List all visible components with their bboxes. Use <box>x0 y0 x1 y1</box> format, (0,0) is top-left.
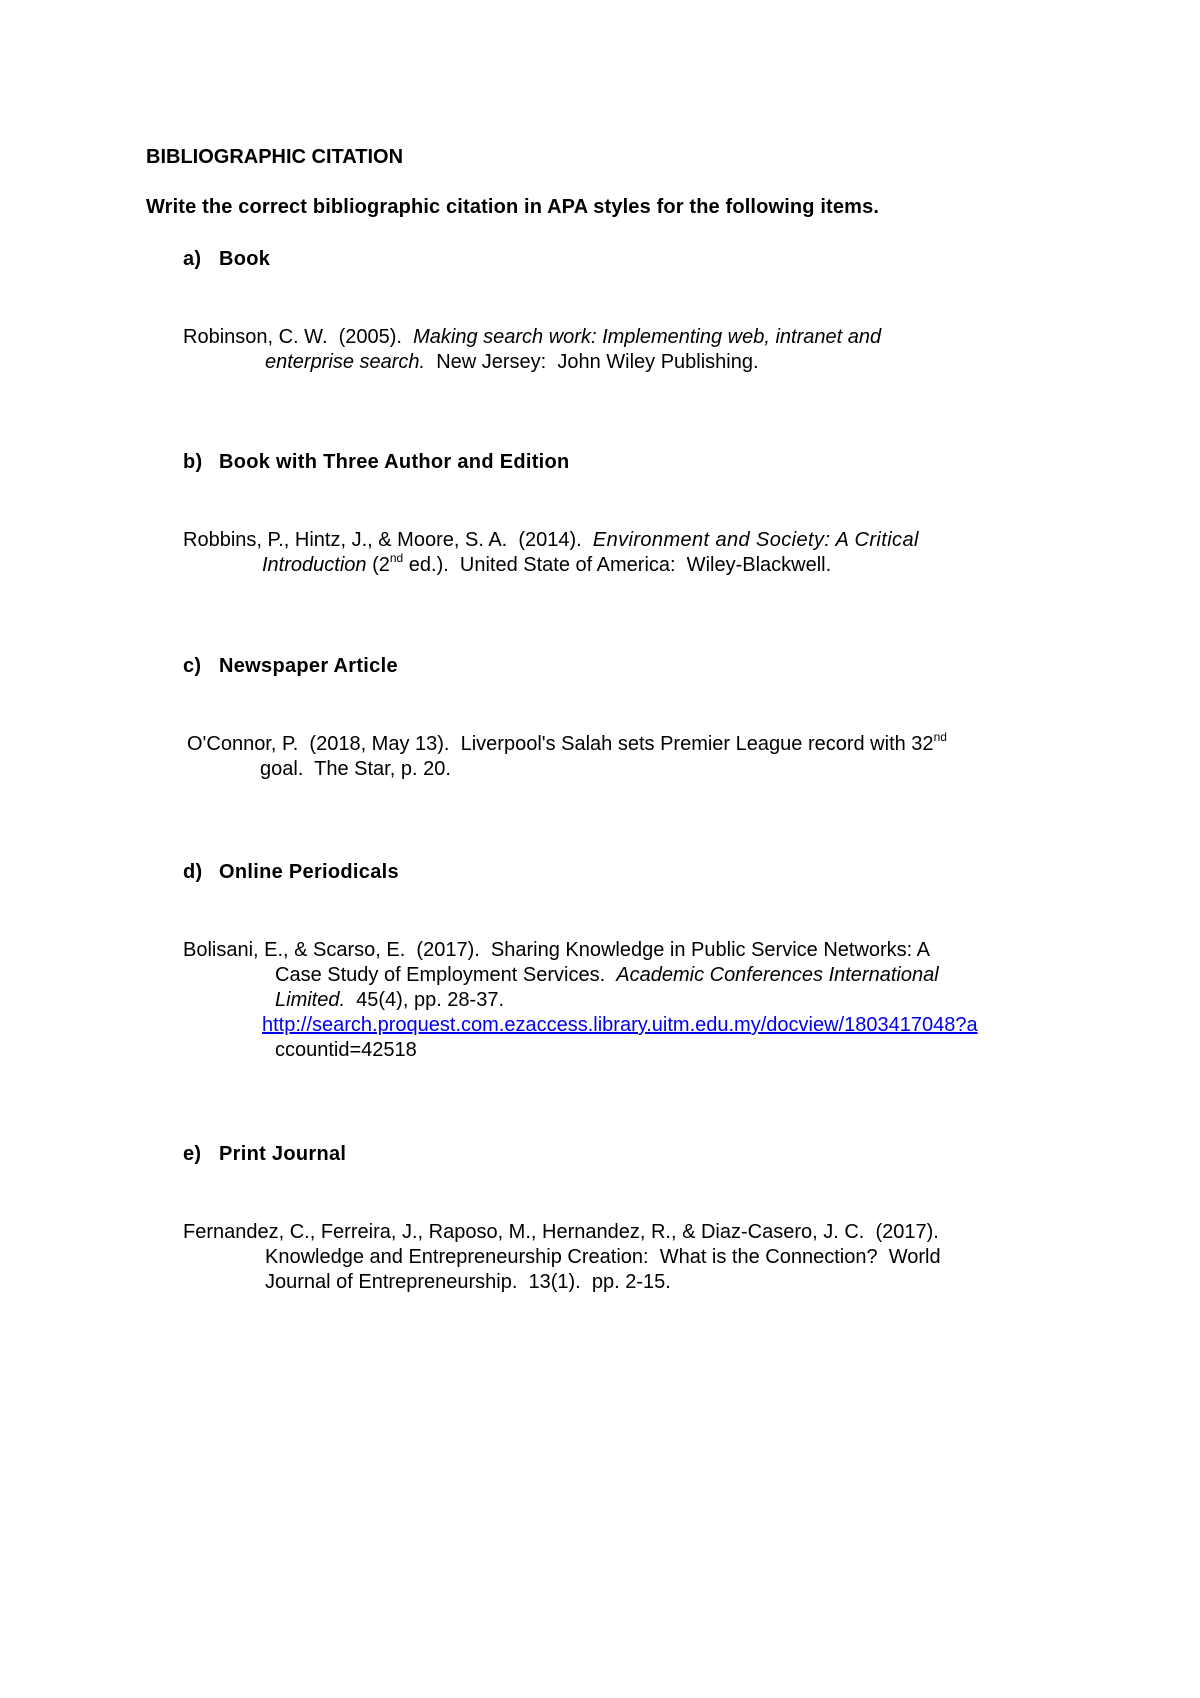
citation-newspaper-line-1 <box>187 732 947 757</box>
citation-title-italic: Limited. <box>275 989 346 1011</box>
citation-title-italic: Introduction <box>262 554 367 576</box>
citation-text: Knowledge and Entrepreneurship Creation: What is the Connection? World <box>265 1246 941 1268</box>
ordinal-suffix: nd <box>389 551 404 566</box>
citation-text: O'Connor, P. (2018, May 13). Liverpool's Salah sets Premier League record with 32 <box>187 733 934 755</box>
section-e-title: Print Journal <box>219 1143 347 1165</box>
citation-newspaper-line-2 <box>187 757 947 782</box>
citation-online-line-1 <box>183 938 978 963</box>
citation-text: (2 <box>366 554 390 576</box>
citation-book-edition-line-1 <box>183 528 919 553</box>
ordinal-suffix: nd <box>933 730 947 745</box>
citation-newspaper <box>187 732 947 782</box>
section-e-heading <box>183 1143 346 1166</box>
citation-text: Robbins, P., Hintz, J., & Moore, S. A. (2014). <box>183 529 593 551</box>
citation-text: goal. The Star, p. 20. <box>260 758 451 780</box>
citation-title-italic: Environment and Society: A Critical <box>592 529 919 551</box>
section-a-heading <box>183 248 270 271</box>
citation-text: ccountid=42518 <box>275 1039 417 1061</box>
section-c-title: Newspaper Article <box>219 655 398 677</box>
section-a-label: a) <box>183 248 202 270</box>
section-b-title: Book with Three Author and Edition <box>219 451 570 473</box>
citation-print-journal <box>183 1220 941 1295</box>
section-d-title: Online Periodicals <box>219 861 399 883</box>
citation-text: 45(4), pp. 28-37. <box>345 989 505 1011</box>
section-d-label: d) <box>183 861 203 883</box>
citation-text: New Jersey: John Wiley Publishing. <box>425 351 759 373</box>
citation-url-link[interactable]: http://search.proquest.com.ezaccess.library.uitm.edu.my/docview/1803417048?a <box>262 1014 978 1036</box>
section-d-heading <box>183 861 399 884</box>
citation-text: Fernandez, C., Ferreira, J., Raposo, M., Hernandez, R., & Diaz-Casero, J. C. (2017). <box>183 1221 939 1243</box>
page-title: BIBLIOGRAPHIC CITATION <box>146 146 404 168</box>
section-c-heading <box>183 655 398 678</box>
citation-online-line-3 <box>183 988 978 1013</box>
citation-title-italic: enterprise search. <box>265 351 426 373</box>
section-a-title: Book <box>219 248 271 270</box>
citation-title-italic: Academic Conferences International <box>616 964 939 986</box>
citation-online-line-2 <box>183 963 978 988</box>
citation-book-edition <box>183 528 919 578</box>
citation-text: Bolisani, E., & Scarso, E. (2017). Sharing Knowledge in Public Service Networks: A <box>183 939 931 961</box>
citation-title-italic: Making search work: Implementing web, intranet and <box>413 326 882 348</box>
section-e-label: e) <box>183 1143 202 1165</box>
section-b-heading <box>183 451 570 474</box>
citation-text: Robinson, C. W. (2005). <box>183 326 414 348</box>
citation-online-line-5 <box>183 1038 978 1063</box>
citation-journal-line-1 <box>183 1220 941 1245</box>
citation-journal-line-2 <box>183 1245 941 1270</box>
citation-online-line-4 <box>183 1013 978 1038</box>
citation-book <box>183 325 881 375</box>
citation-book-line-1 <box>183 325 881 350</box>
section-c-label: c) <box>183 655 202 677</box>
instruction-text: Write the correct bibliographic citation in APA styles for the following items. <box>146 196 880 218</box>
citation-book-line-2 <box>183 350 881 375</box>
citation-text: Journal of Entrepreneurship. 13(1). pp. 2-15. <box>265 1271 671 1293</box>
citation-text: Case Study of Employment Services. <box>275 964 617 986</box>
section-b-label: b) <box>183 451 203 473</box>
citation-book-edition-line-2 <box>183 553 919 578</box>
citation-text: ed.). United State of America: Wiley-Blackwell. <box>403 554 832 576</box>
citation-online-periodical <box>183 938 978 1063</box>
citation-journal-line-3 <box>183 1270 941 1295</box>
